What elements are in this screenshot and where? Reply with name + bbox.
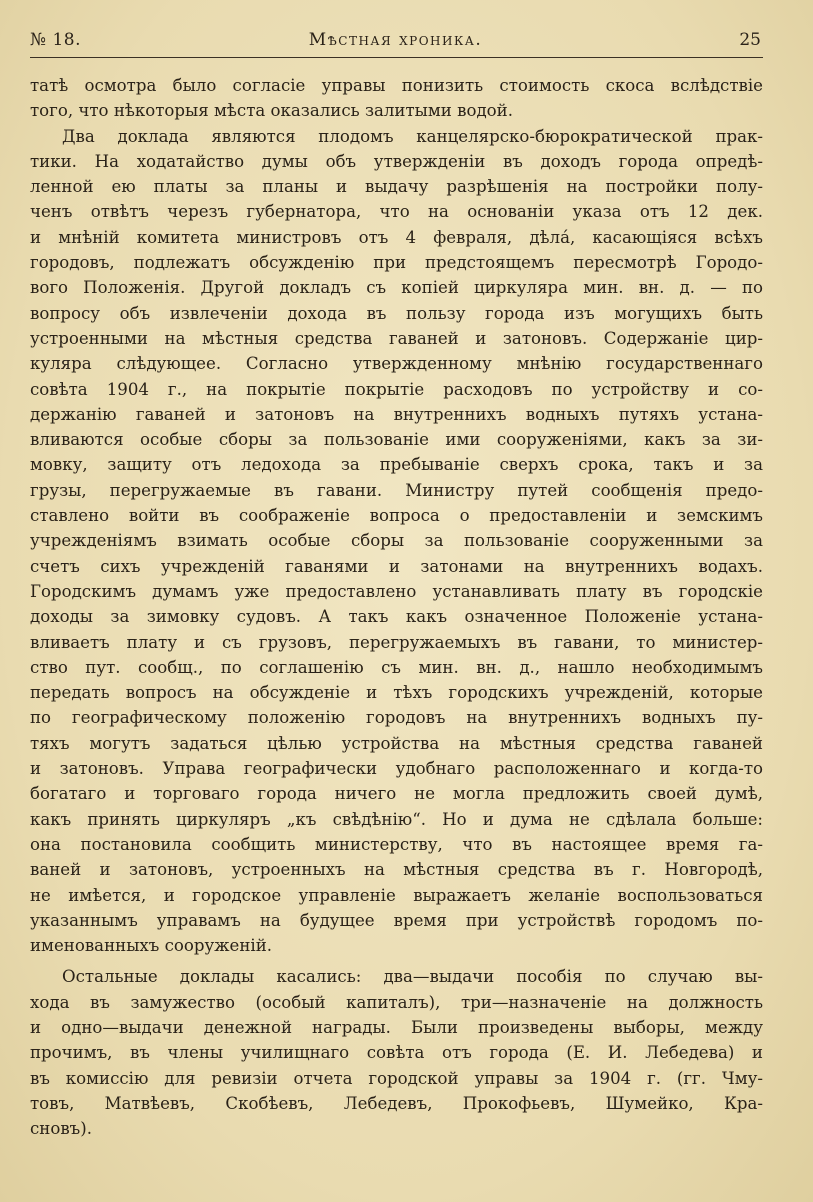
text-line: держанію гаваней и затоновъ на внутреннихъ водныхъ путяхъ устана- xyxy=(30,404,763,424)
text-line: сновъ). xyxy=(30,1119,92,1139)
text-line: ченъ отвѣтъ черезъ губернатора, что на основаніи указа отъ 12 дек. xyxy=(30,202,763,222)
text-line: ство пут. сообщ., по соглашенію съ мин. вн. д., нашло необходимымъ xyxy=(30,657,763,677)
text-line: ваней и затоновъ, устроенныхъ на мѣстныя средства въ г. Новгородѣ, xyxy=(30,860,763,880)
page-header xyxy=(30,30,761,56)
text-line: хода въ замужество (особый капиталъ), три—назначеніе на должность xyxy=(30,992,763,1012)
text-line: того, что нѣкоторыя мѣста оказались залитыми водой. xyxy=(30,101,513,121)
text-line: богатаго и торговаго города ничего не могла предложить своей думѣ, xyxy=(30,784,763,804)
section-title: Мѣстная хроника. xyxy=(308,30,483,50)
text-line: вопросу объ извлеченіи дохода въ пользу города изъ могущихъ быть xyxy=(30,303,763,323)
text-line: Остальные доклады касались: два—выдачи пособія по случаю вы- xyxy=(62,967,763,987)
text-line: грузы, перегружаемые въ гавани. Министру путей сообщенія предо- xyxy=(30,480,763,500)
text-line: тяхъ могутъ задаться цѣлью устройства на мѣстныя средства гаваней xyxy=(30,733,763,753)
text-line: она постановила сообщить министерству, что въ настоящее время га- xyxy=(30,834,763,854)
text-line: не имѣется, и городское управленіе выражаетъ желаніе воспользоваться xyxy=(30,885,763,905)
text-line: мовку, защиту отъ ледохода за пребываніе сверхъ срока, такъ и за xyxy=(30,455,763,475)
paragraph xyxy=(30,964,763,1141)
issue-number: № 18. xyxy=(30,30,82,50)
page-number: 25 xyxy=(739,30,761,50)
text-line: Два доклада являются плодомъ канцелярско-бюрократической прак- xyxy=(62,126,763,146)
text-line: по географическому положенію городовъ на внутреннихъ водныхъ пу- xyxy=(30,708,763,728)
text-line: устроенными на мѣстныя средства гаваней и затоновъ. Содержаніе цир- xyxy=(30,328,763,348)
header-rule xyxy=(30,57,763,58)
text-line: ставлено войти въ соображеніе вопроса о предоставленіи и земскимъ xyxy=(30,506,763,526)
text-line: тики. На ходатайство думы объ утвержденіи въ доходъ города опредѣ- xyxy=(30,151,763,171)
text-line: Городскимъ думамъ уже предоставлено устанавливать плату въ городскіе xyxy=(30,581,763,601)
text-line: указаннымъ управамъ на будущее время при устройствѣ городомъ по- xyxy=(30,910,763,930)
text-line: товъ, Матвѣевъ, Скобѣевъ, Лебедевъ, Прокофьевъ, Шумейко, Кра- xyxy=(30,1093,763,1113)
text-line: учрежденіямъ взимать особые сборы за пользованіе сооруженными за xyxy=(30,531,763,551)
text-line: совѣта 1904 г., на покрытіе покрытіе расходовъ по устройству и со- xyxy=(30,379,763,399)
text-line: въ комиссію для ревизіи отчета городской управы за 1904 г. (гг. Чму- xyxy=(30,1068,763,1088)
text-line: вого Положенія. Другой докладъ съ копіей циркуляра мин. вн. д. — по xyxy=(30,278,763,298)
text-line: именованныхъ сооруженій. xyxy=(30,936,273,956)
text-line: счетъ сихъ учрежденій гаванями и затонами на внутреннихъ водахъ. xyxy=(30,556,763,576)
text-line: и одно—выдачи денежной награды. Были произведены выборы, между xyxy=(30,1017,763,1037)
text-line: вливаются особые сборы за пользованіе ими сооруженіями, какъ за зи- xyxy=(30,430,763,450)
paragraph xyxy=(30,124,763,959)
text-line: передать вопросъ на обсужденіе и тѣхъ городскихъ учрежденій, которые xyxy=(30,683,763,703)
text-line: городовъ, подлежатъ обсужденію при предстоящемъ пересмотрѣ Городо- xyxy=(30,253,763,273)
article-body xyxy=(30,73,763,1141)
text-line: ленной ею платы за планы и выдачу разрѣшенія на постройки полу- xyxy=(30,177,763,197)
text-line: и затоновъ. Управа географически удобнаго расположеннаго и когда-то xyxy=(30,759,763,779)
text-line: прочимъ, въ члены училищнаго совѣта отъ города (Е. И. Лебедева) и xyxy=(30,1043,763,1063)
text-line: какъ принять циркуляръ „къ свѣдѣнію“. Но и дума не сдѣлала больше: xyxy=(30,809,763,829)
text-line: татѣ осмотра было согласіе управы понизить стоимость скоса вслѣдствіе xyxy=(30,76,763,95)
paragraph xyxy=(30,73,763,124)
text-line: куляра слѣдующее. Согласно утвержденному мнѣнію государственнаго xyxy=(30,354,763,374)
text-line: вливаетъ плату и съ грузовъ, перегружаемыхъ въ гавани, то министер- xyxy=(30,632,763,652)
text-line: и мнѣній комитета министровъ отъ 4 февраля, дѣла́, касающіяся всѣхъ xyxy=(30,227,763,247)
text-line: доходы за зимовку судовъ. А такъ какъ означенное Положеніе устана- xyxy=(30,607,763,627)
